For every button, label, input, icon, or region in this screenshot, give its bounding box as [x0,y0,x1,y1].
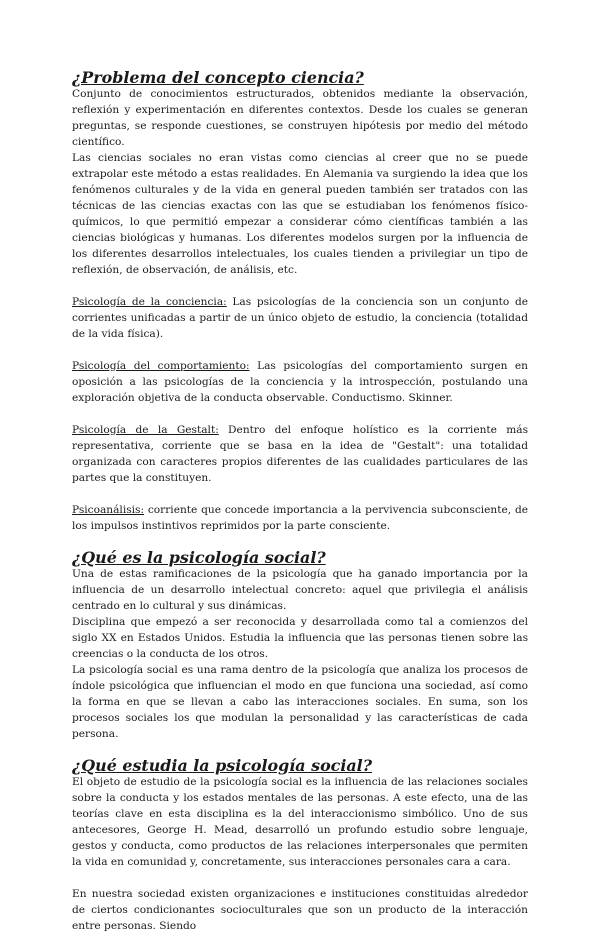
definition-text: corriente que concede importancia a la pervivencia subconsciente, de los impulsos instintivos reprimidos por la parte consciente. [72,504,528,532]
paragraph: La psicología social es una rama dentro de la psicología que analiza los procesos de índole psicológica que influencian el modo en que funciona una sociedad, así como la forma en que se llevan a cabo las interacciones sociales. En suma, son los procesos sociales los que modulan la personalidad y las características de cada persona. [72,664,528,740]
paragraph: El objeto de estudio de la psicología social es la influencia de las relaciones sociales sobre la conducta y los estados mentales de las personas. A este efecto, una de las teorías clave en esta disciplina es la del interaccionismo simbólico. Uno de sus antecesores, George H. Mead, desarrolló un profundo estudio sobre lenguaje, gestos y conducta, como productos de las relaciones interpersonales que permiten la vida en comunidad y, concretamente, sus interacciones personales cara a cara. [72,776,528,868]
paragraph: En nuestra sociedad existen organizaciones e instituciones constituidas alrededor de ciertos condicionantes socioculturales que son un producto de la interacción entre personas. Siendo [72,888,528,932]
section-heading-que-estudia: ¿Qué estudia la psicología social? [72,756,373,775]
term-label: Psicoanálisis: [72,504,145,516]
definition-conciencia [72,294,528,342]
paragraph: Disciplina que empezó a ser reconocida y desarrollada como tal a comienzos del siglo XX en Estados Unidos. Estudia la influencia que las personas tienen sobre las creencias o la conducta de los otros. [72,616,528,660]
definition-text: Las psicologías de la conciencia son un conjunto de corrientes unificadas a partir de un único objeto de estudio, la conciencia (totalidad de la vida física). [72,296,528,340]
section-heading-que-es: ¿Qué es la psicología social? [72,548,326,567]
paragraph: Una de estas ramificaciones de la psicología que ha ganado importancia por la influencia de un desarrollo intelectual concreto: aquel que privilegia el análisis centrado en lo cultural y sus dinámicas. [72,568,528,612]
term-label: Psicología del comportamiento: [72,360,250,372]
definition-gestalt [72,422,528,486]
section-heading-problema: ¿Problema del concepto ciencia? [72,68,364,87]
paragraph: Conjunto de conocimientos estructurados, obtenidos mediante la observación, reflexión y experimentación en diferentes contextos. Desde los cuales se generan preguntas, se responde cuestiones, se construyen hipótesis por medio del método científico. [72,88,528,148]
definition-comportamiento [72,358,528,406]
term-label: Psicología de la Gestalt: [72,424,219,436]
definition-text: Las psicologías del comportamiento surgen en oposición a las psicologías de la conciencia y la introspección, postulando una exploración objetiva de la conducta observable. Conductismo. Skinner. [72,360,528,404]
definition-psicoanalisis [72,502,528,534]
term-label: Psicología de la conciencia: [72,296,227,308]
definition-text: Dentro del enfoque holístico es la corriente más representativa, corriente que se basa en la idea de "Gestalt": una totalidad organizada con caracteres propios diferentes de las cualidades particulares de las partes que la constituyen. [72,424,529,484]
paragraph: Las ciencias sociales no eran vistas como ciencias al creer que no se puede extrapolar este método a estas realidades. En Alemania va surgiendo la idea que los fenómenos culturales y de la vida en general pueden también ser tratados con las técnicas de las ciencias exactas con las que se estudiaban los fenómenos físico-químicos, lo que permitió empezar a considerar cómo científicas también a las ciencias biológicas y humanas. Los diferentes modelos surgen por la influencia de los diferentes desarrollos intelectuales, los cuales tienden a privilegiar un tipo de reflexión, de observación, de análisis, etc. [72,152,528,276]
